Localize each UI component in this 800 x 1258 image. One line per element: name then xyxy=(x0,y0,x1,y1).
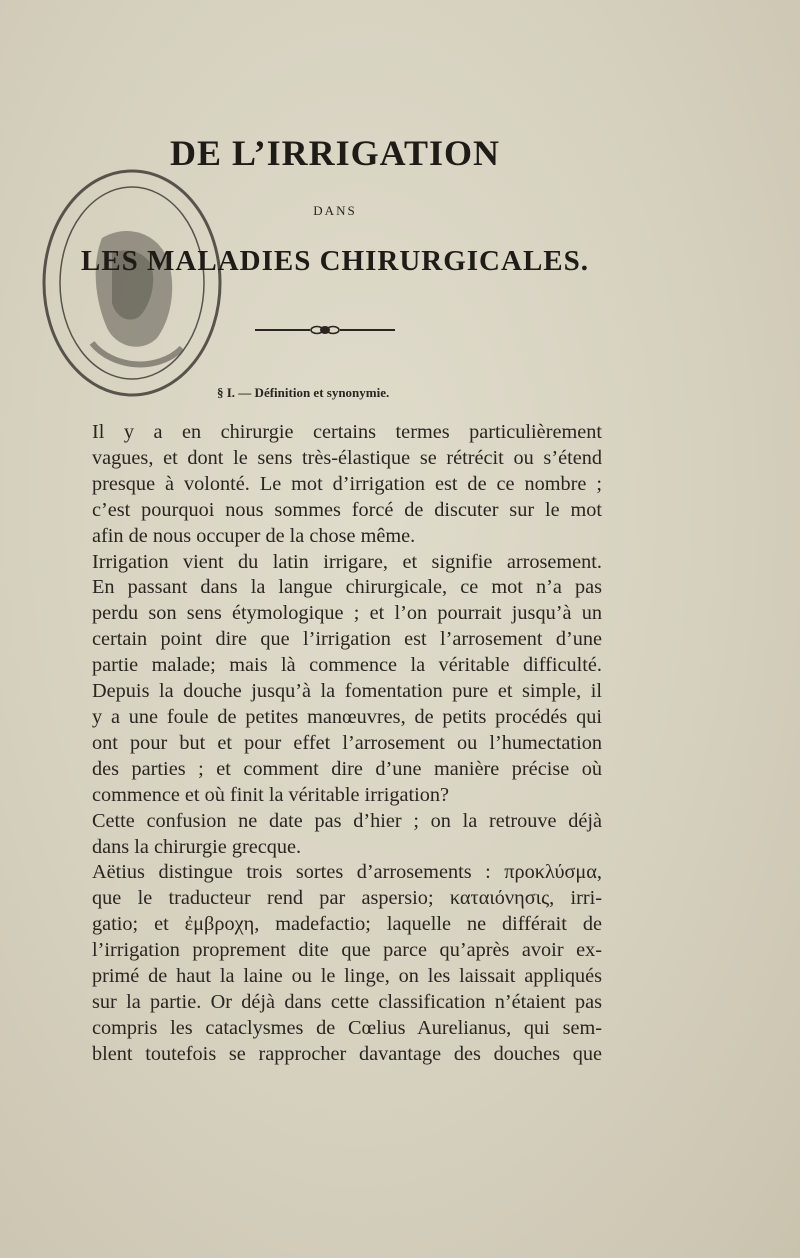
text-line: presque à volonté. Le mot d’irrigation est de ce nombre ; xyxy=(92,472,602,495)
chapter-title: DE L’IRRIGATION xyxy=(169,133,501,173)
text-line: sur la partie. Or déjà dans cette classification n’étaient pas xyxy=(92,990,602,1013)
text-line: Depuis la douche jusqu’à la fomentation pure et simple, il xyxy=(92,680,602,703)
text-line: Irrigation vient du latin irrigare, et signifie arrosement. xyxy=(92,550,602,573)
text-line: l’irrigation proprement dite que parce qu’après avoir ex- xyxy=(92,939,602,962)
section-heading: § I. — Définition et synonymie. xyxy=(217,385,390,400)
text-line: gatio; et ἐμβροχη, madefactio; laquelle ne différait de xyxy=(92,913,602,936)
ornamental-rule-icon xyxy=(255,320,395,340)
text-line: commence et où finit la véritable irrigation? xyxy=(92,783,450,806)
text-line: En passant dans la langue chirurgicale, ce mot n’a pas xyxy=(92,576,602,599)
text-line: des parties ; et comment dire d’une manière précise où xyxy=(92,757,602,780)
text-line: partie malade; mais là commence la véritable difficulté. xyxy=(92,654,602,677)
text-line: dans la chirurgie grecque. xyxy=(92,835,302,858)
body-text xyxy=(70,420,602,1068)
paragraph-3 xyxy=(70,809,602,861)
text-line: c’est pourquoi nous sommes forcé de discuter sur le mot xyxy=(92,498,602,521)
text-line: Aëtius distingue trois sortes d’arrosements : προκλύσμα, xyxy=(92,861,602,884)
text-line: ont pour but et pour effet l’arrosement ou l’humectation xyxy=(92,731,602,754)
text-line: perdu son sens étymologique ; et l’on pourrait jusqu’à un xyxy=(92,602,602,625)
text-line: afin de nous occuper de la chose même. xyxy=(92,524,416,547)
text-line: certain point dire que l’irrigation est l’arrosement d’une xyxy=(92,628,602,651)
text-line: y a une foule de petites manœuvres, de petits procédés qui xyxy=(92,705,602,728)
chapter-subtitle: LES MALADIES CHIRURGICALES. xyxy=(80,245,590,277)
paragraph-1 xyxy=(70,420,602,550)
text-line: blent toutefois se rapprocher davantage des douches que xyxy=(92,1042,602,1065)
title-connector: DANS xyxy=(313,203,357,218)
text-line: primé de haut la laine ou le linge, on les laissait appliqués xyxy=(92,965,602,988)
text-line: vagues, et dont le sens très-élastique se rétrécit ou s’étend xyxy=(92,446,602,469)
text-line: Il y a en chirurgie certains termes particulièrement xyxy=(92,421,602,443)
text-line: compris les cataclysmes de Cœlius Aurelianus, qui sem- xyxy=(92,1016,602,1039)
paragraph-4 xyxy=(70,860,602,1067)
paragraph-2 xyxy=(70,550,602,809)
text-line: Cette confusion ne date pas d’hier ; on la retrouve déjà xyxy=(92,809,602,832)
text-line: que le traducteur rend par aspersio; καταιόνησις, irri- xyxy=(92,887,602,910)
